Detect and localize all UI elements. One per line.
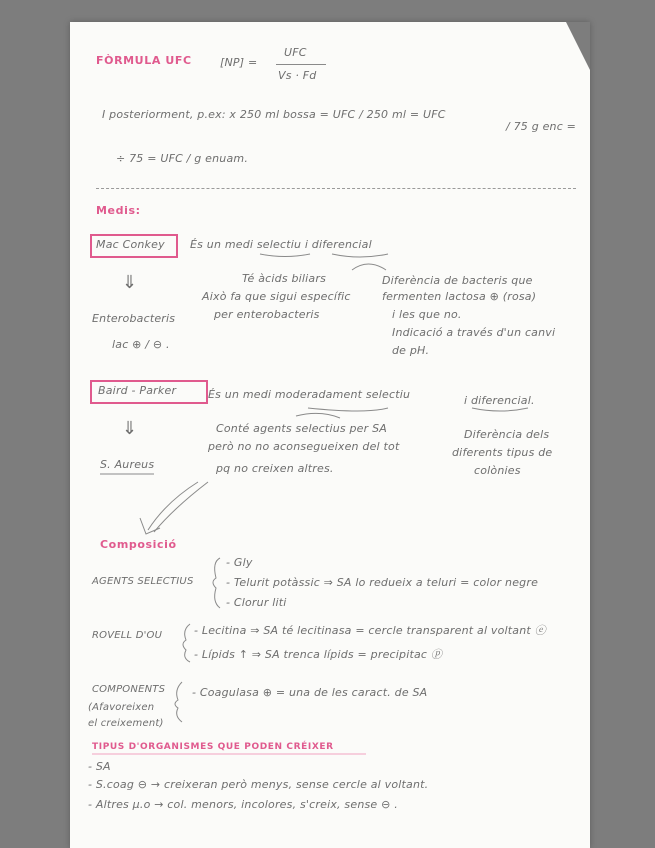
example-line-end: / 75 g enc = — [506, 120, 577, 133]
mac-conkey-name: Mac Conkey — [96, 238, 165, 251]
down-arrow-icon: ⇓ — [122, 272, 138, 293]
tipus-item-3: - Altres µ.o → col. menors, incolores, s'creix, sense ⊖ . — [88, 798, 398, 811]
rovell-item-1: - Lecitina ⇒ SA té lecitinasa = cercle transparent al voltant ⓔ — [194, 624, 546, 637]
baird-selective-2: però no no aconsegueixen del tot — [208, 440, 400, 453]
heading-tipus: TIPUS D'ORGANISMES QUE PODEN CRÉIXER — [92, 742, 334, 752]
rovell-item-2: - Lípids ↑ ⇒ SA trenca lípids = precipitac ⓟ — [194, 648, 443, 661]
mac-diff-3: i les que no. — [392, 308, 462, 321]
heading-medis: Medis: — [96, 204, 141, 217]
division-line: ÷ 75 = UFC / g enuam. — [116, 152, 249, 165]
agents-item-2: - Telurit potàssic ⇒ SA lo redueix a teluri = color negre — [226, 576, 539, 589]
mac-diff-4: Indicació a través d'un canvi — [392, 326, 556, 339]
rovell-label: ROVELL D'OU — [92, 630, 163, 641]
baird-desc-2: i diferencial. — [464, 394, 535, 407]
baird-diff-1: Diferència dels — [464, 428, 550, 441]
baird-diff-2: diferents tipus de — [452, 446, 553, 459]
components-label-2: (Afavoreixen — [88, 702, 155, 713]
pen-strokes — [70, 22, 590, 848]
example-line: I posteriorment, p.ex: x 250 ml bossa = UFC / 250 ml = UFC — [102, 108, 446, 121]
baird-selective-1: Conté agents selectius per SA — [216, 422, 387, 435]
heading-composicio: Composició — [100, 538, 177, 551]
baird-desc: És un medi moderadament selectiu — [208, 388, 411, 401]
mac-selective-1: Això fa que sigui específic — [202, 290, 351, 303]
components-label-1: COMPONENTS — [92, 684, 166, 695]
formula-denominator: Vs · Fd — [278, 69, 317, 82]
mac-bile: Té àcids biliars — [242, 272, 327, 285]
agents-label: AGENTS SELECTIUS — [92, 576, 194, 587]
notebook-page — [70, 22, 590, 848]
agents-item-3: - Clorur liti — [226, 596, 287, 609]
mac-diff-2: fermenten lactosa ⊕ (rosa) — [382, 290, 537, 303]
tipus-item-1: - SA — [88, 760, 111, 773]
mac-org-2: lac ⊕ / ⊖ . — [112, 338, 170, 351]
baird-diff-3: colònies — [474, 464, 521, 477]
components-item-1: - Coagulasa ⊕ = una de les caract. de SA — [192, 686, 428, 699]
mac-org-1: Enterobacteris — [92, 312, 176, 325]
agents-item-1: - Gly — [226, 556, 253, 569]
baird-parker-name: Baird - Parker — [98, 384, 177, 397]
mac-diff-1: Diferència de bacteris que — [382, 274, 533, 287]
heading-formula: FÒRMULA UFC — [96, 54, 192, 67]
down-arrow-icon: ⇓ — [122, 418, 138, 439]
baird-org: S. Aureus — [100, 458, 155, 471]
baird-selective-3: pq no creixen altres. — [216, 462, 334, 475]
mac-selective-2: per enterobacteris — [214, 308, 320, 321]
tipus-item-2: - S.coag ⊖ → creixeran però menys, sense cercle al voltant. — [88, 778, 429, 791]
components-label-3: el creixement) — [88, 718, 164, 729]
mac-diff-5: de pH. — [392, 344, 430, 357]
mac-conkey-desc: És un medi selectiu i diferencial — [190, 238, 372, 251]
formula-numerator: UFC — [284, 46, 307, 59]
formula-lhs: [NP] = — [220, 56, 258, 69]
